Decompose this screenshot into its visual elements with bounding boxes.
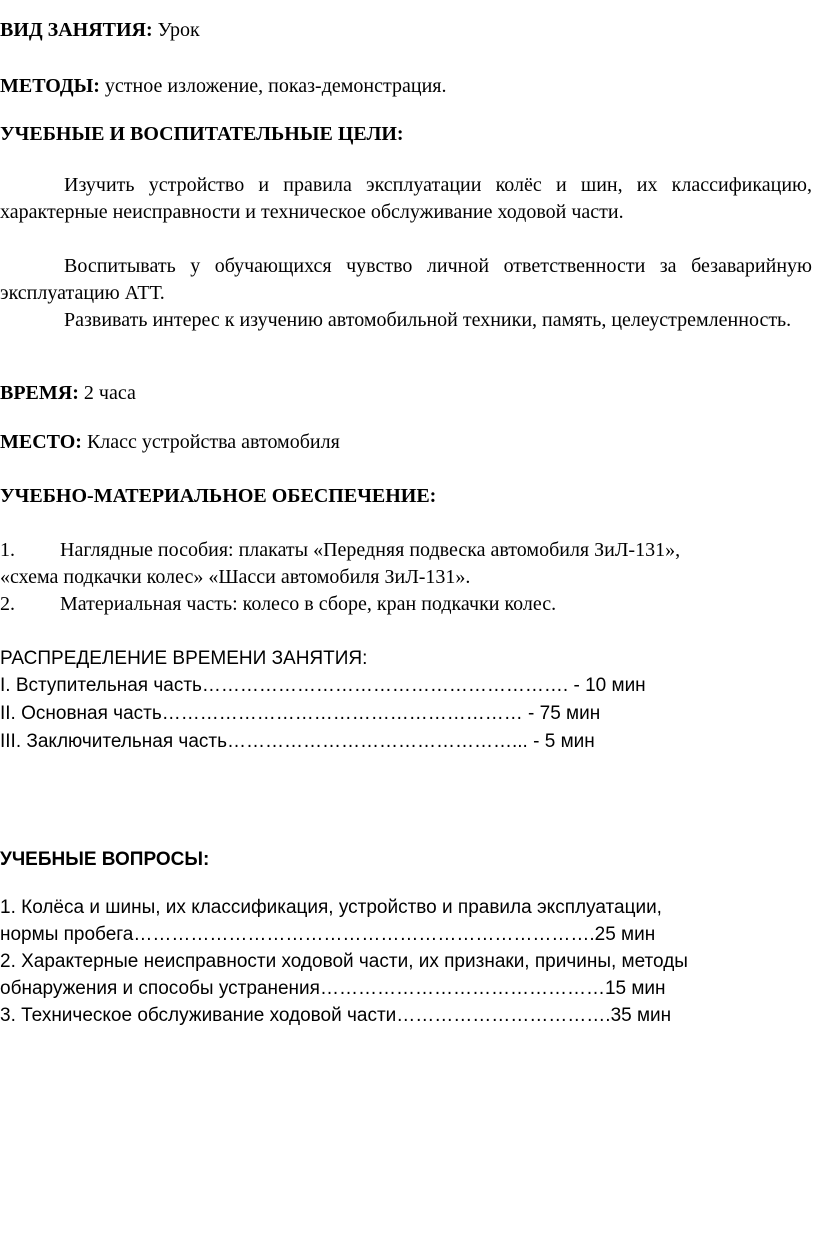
question-line-3: 2. Характерные неисправности ходовой части, их признаки, причины, методы [0, 951, 688, 972]
questions-heading: УЧЕБНЫЕ ВОПРОСЫ: [0, 849, 210, 870]
place-value: Класс устройства автомобиля [81, 431, 340, 453]
time-label: ВРЕМЯ: [0, 382, 79, 404]
materials-item-number: 2. [0, 593, 15, 615]
methods-label: МЕТОДЫ: [0, 75, 100, 97]
materials-heading: УЧЕБНО-МАТЕРИАЛЬНОЕ ОБЕСПЕЧЕНИЕ: [0, 485, 437, 507]
question-line-2: нормы пробега……………………………………………………………….25 мин [0, 924, 656, 945]
lesson-type-label: ВИД ЗАНЯТИЯ: [0, 19, 153, 41]
goal-paragraph-2: Воспитывать у обучающихся чувство личной ответственности за безаварийную эксплуатацию АТТ. [0, 255, 812, 304]
time-distribution-row-1: I. Вступительная часть…………………………………………………. - 10 мин [0, 675, 646, 696]
methods-line [0, 73, 812, 100]
goals-heading: УЧЕБНЫЕ И ВОСПИТАТЕЛЬНЫЕ ЦЕЛИ: [0, 123, 404, 145]
materials-item-1-continuation: «схема подкачки колес» «Шасси автомобиля ЗиЛ-131». [0, 566, 471, 588]
place-label: МЕСТО: [0, 431, 82, 453]
materials-item-text: Наглядные пособия: плакаты «Передняя подвеска автомобиля ЗиЛ-131», [60, 539, 681, 561]
time-distribution-heading: РАСПРЕДЕЛЕНИЕ ВРЕМЕНИ ЗАНЯТИЯ: [0, 648, 368, 669]
materials-item-1 [0, 537, 812, 564]
methods-value: устное изложение, показ-демонстрация. [99, 75, 447, 97]
time-value: 2 часа [78, 382, 136, 404]
question-line-1: 1. Колёса и шины, их классификация, устройство и правила эксплуатации, [0, 897, 662, 918]
goal-paragraph-3: Развивать интерес к изучению автомобильной техники, память, целеустремленность. [64, 309, 792, 331]
question-line-5: 3. Техническое обслуживание ходовой части…………………………….35 мин [0, 1005, 672, 1026]
time-distribution-row-2: II. Основная часть………………………………………………… - 75 мин [0, 703, 601, 724]
lesson-type-line [0, 17, 812, 44]
materials-item-number: 1. [0, 539, 15, 561]
goal-paragraph-1: Изучить устройство и правила эксплуатации колёс и шин, их классификацию, характерные неисправности и техническое обслуживание ходовой части. [0, 174, 812, 223]
time-line [0, 380, 812, 407]
materials-item-2 [0, 591, 812, 618]
lesson-type-value: Урок [152, 19, 200, 41]
materials-item-text: Материальная часть: колесо в сборе, кран подкачки колес. [60, 593, 557, 615]
question-line-4: обнаружения и способы устранения………………………………………15 мин [0, 978, 666, 999]
place-line [0, 429, 812, 456]
time-distribution-row-3: III. Заключительная часть………………………………………... - 5 мин [0, 731, 595, 752]
